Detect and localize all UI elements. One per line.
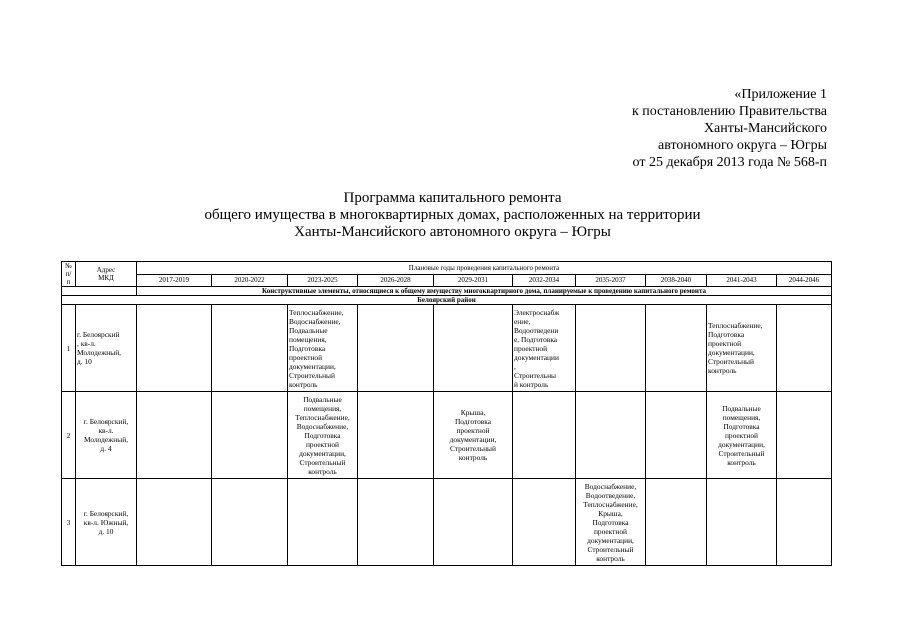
period-cell	[434, 479, 513, 566]
district-header: Белоярский район	[62, 296, 832, 305]
period-cell	[646, 305, 707, 392]
section-header-spacer	[62, 287, 137, 296]
period-cell	[777, 305, 832, 392]
row-number: 2	[62, 392, 76, 479]
period-header: 2026-2028	[358, 274, 434, 287]
planned-years-header: Плановые годы проведения капитального ремонта	[137, 262, 832, 275]
period-cell	[358, 479, 434, 566]
period-header: 2020-2022	[212, 274, 288, 287]
title-line: Программа капитального ремонта	[343, 190, 562, 206]
period-cell	[212, 479, 288, 566]
appendix-reference	[632, 86, 827, 171]
repair-program-table	[61, 261, 832, 566]
period-cell: Теплоснабжение, Подготовка проектной документации, Строительный контроль	[707, 305, 777, 392]
period-cell	[777, 392, 832, 479]
period-cell: Крыша, Подготовка проектной документации, Строительный контроль	[434, 392, 513, 479]
period-cell	[576, 392, 646, 479]
period-cell	[137, 392, 212, 479]
period-cell	[576, 305, 646, 392]
period-cell	[434, 305, 513, 392]
document-title	[0, 190, 905, 241]
appendix-line: от 25 декабря 2013 года № 568-п	[632, 155, 827, 170]
period-cell	[212, 392, 288, 479]
period-cell: Электроснабж ение, Водоотведени е, Подготовка проектной документации , Строительны й контроль	[513, 305, 576, 392]
period-cell	[646, 479, 707, 566]
row-address: г. Белоярский, кв-л. Южный, д. 10	[76, 479, 137, 566]
period-cell	[137, 305, 212, 392]
period-cell	[513, 392, 576, 479]
period-cell	[358, 305, 434, 392]
col-address-header: Адрес МКД	[76, 262, 137, 287]
period-header: 2035-2037	[576, 274, 646, 287]
period-cell	[646, 392, 707, 479]
section-header: Конструктивные элементы, относящиеся к общему имуществу многоквартирного дома, планируемые к проведению капитального ремонта	[137, 287, 832, 296]
period-header: 2023-2025	[288, 274, 358, 287]
period-cell	[137, 479, 212, 566]
period-cell: Водоснабжение, Водоотведение, Теплоснабжение, Крыша, Подготовка проектной документации, Строительный контроль	[576, 479, 646, 566]
period-header: 2032-2034	[513, 274, 576, 287]
row-address: г. Белоярский, кв-л. Молодежный, д. 4	[76, 392, 137, 479]
row-number: 3	[62, 479, 76, 566]
district-row	[62, 296, 832, 305]
appendix-line: «Приложение 1	[734, 87, 827, 102]
period-header: 2029-2031	[434, 274, 513, 287]
period-header: 2041-2043	[707, 274, 777, 287]
period-cell	[288, 479, 358, 566]
table-row	[62, 479, 832, 566]
period-cell	[358, 392, 434, 479]
period-cell	[777, 479, 832, 566]
title-line: Ханты-Мансийского автономного округа – Югры	[294, 224, 611, 240]
row-number: 1	[62, 305, 76, 392]
section-header-row	[62, 287, 832, 296]
header-row-periods	[62, 274, 832, 287]
period-cell: Подвальные помещения, Подготовка проектной документации, Строительный контроль	[707, 392, 777, 479]
period-cell: Теплоснабжение, Водоснабжение, Подвальные помещения, Подготовка проектной документации, Строительный контроль	[288, 305, 358, 392]
period-header: 2038-2040	[646, 274, 707, 287]
period-header: 2044-2046	[777, 274, 832, 287]
period-header: 2017-2019	[137, 274, 212, 287]
table-row	[62, 392, 832, 479]
table-row	[62, 305, 832, 392]
title-line: общего имущества в многоквартирных домах, расположенных на территории	[204, 207, 701, 223]
appendix-line: автономного округа – Югры	[658, 138, 827, 153]
col-num-header: № п/ п	[62, 262, 76, 287]
appendix-line: Ханты-Мансийского	[703, 121, 827, 136]
period-cell	[707, 479, 777, 566]
header-row-top	[62, 262, 832, 275]
period-cell	[212, 305, 288, 392]
period-cell	[513, 479, 576, 566]
appendix-line: к постановлению Правительства	[631, 104, 827, 119]
row-address: г. Белоярский , кв-л. Молодежный, д. 10	[76, 305, 137, 392]
period-cell: Подвальные помещения, Теплоснабжение, Водоснабжение, Подготовка проектной документации, Строительный контроль	[288, 392, 358, 479]
